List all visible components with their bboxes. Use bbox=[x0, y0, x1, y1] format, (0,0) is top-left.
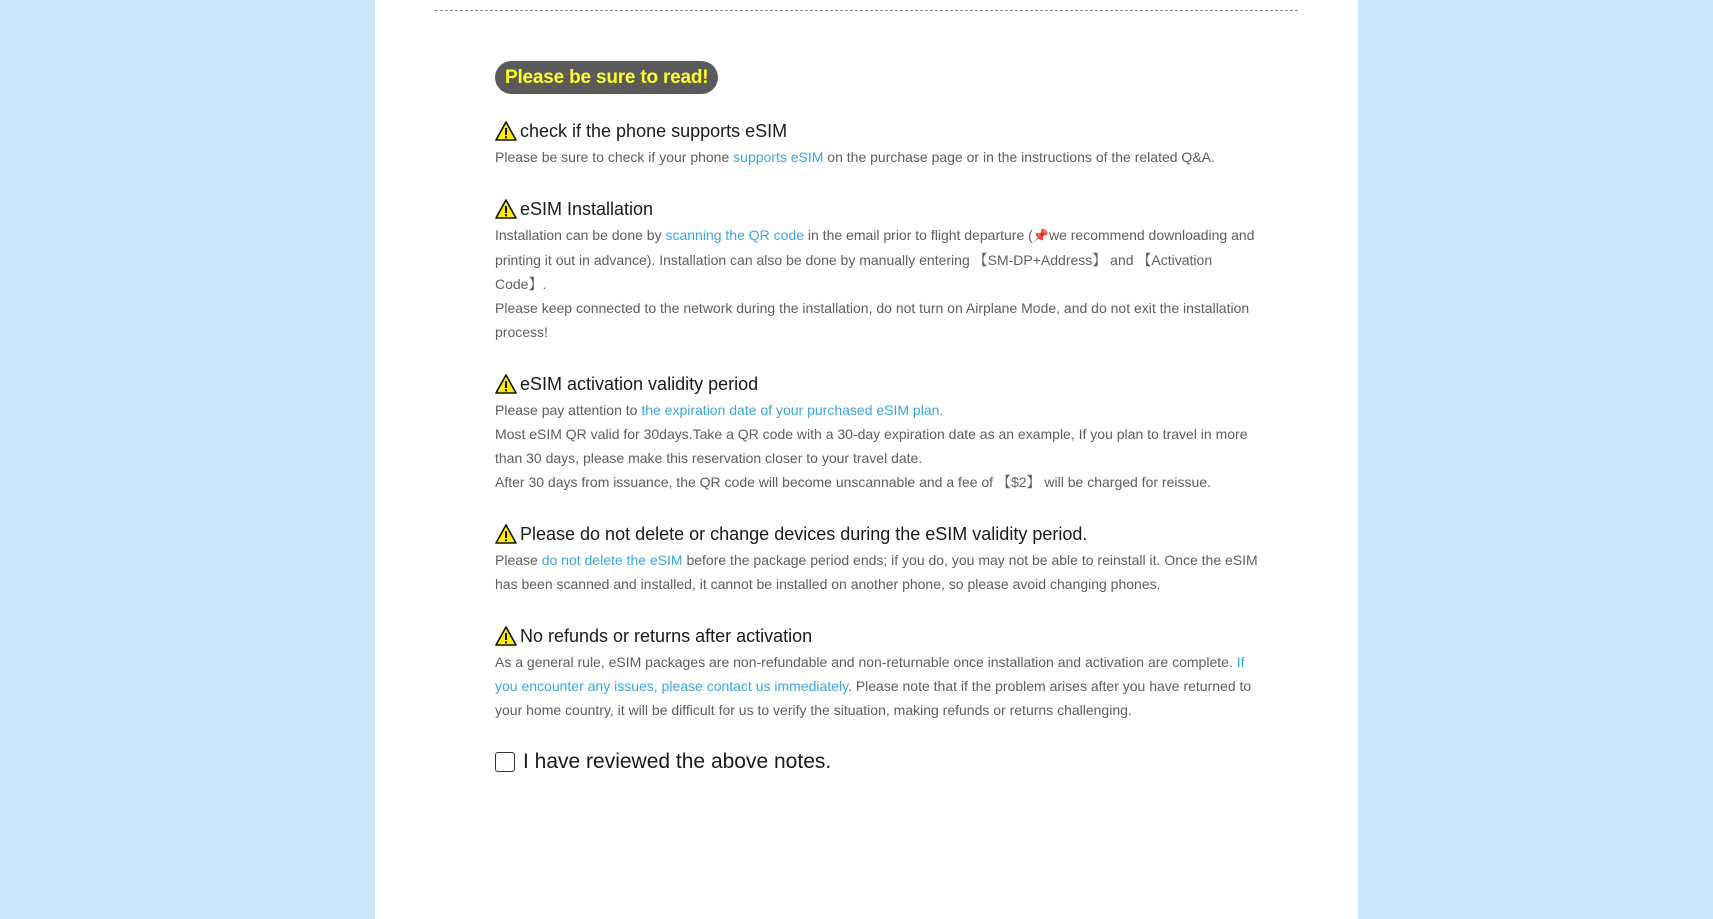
notice-validity-period bbox=[495, 371, 1265, 494]
notice-body: Please do not delete the eSIM before the package period ends; if you do, you may not be able to reinstall it. Once the eSIM has been scanned and installed, it cannot be installed on another phone, so please avoid changing phones. bbox=[495, 552, 1258, 592]
notice-installation bbox=[495, 196, 1265, 344]
contact-us-link[interactable]: If you encounter any issues, please contact us immediately bbox=[495, 654, 1245, 694]
notice-do-not-delete bbox=[495, 521, 1265, 596]
notice-title: check if the phone supports eSIM bbox=[520, 121, 788, 141]
notice-title: eSIM Installation bbox=[520, 199, 654, 219]
scan-qr-link[interactable]: scanning the QR code bbox=[665, 227, 804, 243]
warning-icon bbox=[495, 198, 517, 220]
must-read-badge: Please be sure to read! bbox=[495, 61, 718, 94]
confirm-label: I have reviewed the above notes. bbox=[523, 750, 832, 773]
dashed-divider bbox=[435, 10, 1298, 11]
warning-icon bbox=[495, 523, 517, 545]
notice-no-refunds bbox=[495, 623, 1265, 722]
warning-icon bbox=[495, 625, 517, 647]
do-not-delete-link[interactable]: do not delete the eSIM bbox=[541, 552, 683, 568]
notice-title: Please do not delete or change devices during the eSIM validity period. bbox=[520, 524, 1088, 544]
warning-icon bbox=[495, 373, 517, 395]
notice-title: eSIM activation validity period bbox=[520, 374, 759, 394]
warning-icon bbox=[495, 120, 517, 142]
notice-phone-support bbox=[495, 118, 1265, 169]
notice-body: As a general rule, eSIM packages are non-refundable and non-returnable once installation and activation are complete. If you encounter any issues, please contact us immediately. Please note that if the problem arises after you have returned to your home country, it will be difficult for us to verify the situation, making refunds or returns challenging. bbox=[495, 654, 1252, 718]
notice-title: No refunds or returns after activation bbox=[520, 626, 813, 646]
notice-body: Please pay attention to the expiration date of your purchased eSIM plan. Most eSIM QR valid for 30days.Take a QR code with a 30-day expiration date as an example, If you plan to travel in more than 30 days, please make this reservation closer to your travel date. After 30 days from issuance, the QR code will become unscannable and a fee of 【$2】 will be charged for reissue. bbox=[495, 402, 1248, 490]
confirm-checkbox[interactable] bbox=[495, 752, 515, 772]
supports-esim-link[interactable]: supports eSIM bbox=[733, 149, 824, 165]
pushpin-icon: 📌 bbox=[1032, 228, 1049, 243]
notice-body: Please be sure to check if your phone supports eSIM on the purchase page or in the instructions of the related Q&A. bbox=[495, 149, 1215, 165]
confirm-notes-row[interactable] bbox=[495, 750, 1265, 774]
notice-body: Installation can be done by scanning the QR code in the email prior to flight departure (📌we recommend downloading and printing it out in advance). Installation can also be done by manually entering 【SM-DP+Address】 and 【Activation Code】. Please keep connected to the network during the installation, do not turn on Airplane Mode, and do not exit the installation process! bbox=[495, 223, 1265, 344]
expiration-date-link[interactable]: the expiration date of your purchased eSIM plan. bbox=[641, 402, 944, 418]
notes-content bbox=[495, 61, 1265, 774]
notes-card bbox=[375, 0, 1358, 919]
